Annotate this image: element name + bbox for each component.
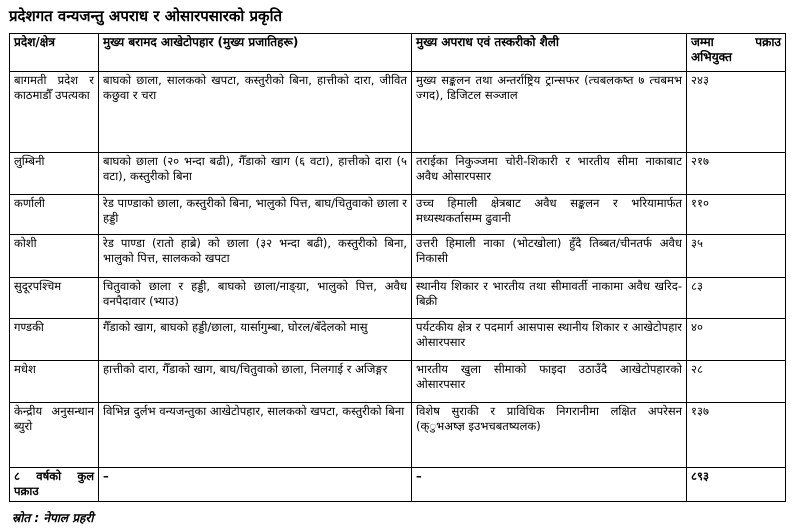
seized-cell: रेड पाण्डा (रातो हाब्रे) को छाला (३२ भन्दा बढी), कस्तुरीको बिना, भालुको पित्त, सालकको खपटा [99, 235, 412, 278]
table-row [10, 361, 786, 403]
style-cell: उत्तरी हिमाली नाका (भोटखोला) हुँदै तिब्बत/चीनतर्फ अवैध निकासी [412, 235, 687, 278]
region-cell: बागमती प्रदेश र काठमाडौँ उपत्यका [10, 72, 99, 153]
table-row [10, 278, 786, 319]
crime-table [9, 33, 786, 502]
style-cell: पर्यटकीय क्षेत्र र पदमार्ग आसपास स्थानीय शिकार र आखेटोपहार ओसारपसार [412, 319, 687, 361]
seized-cell: बाघको छाला (२० भन्दा बढी), गैँडाको खाग (६ वटा), हात्तीको दारा (५ वटा), कस्तुरीको बिना [99, 153, 412, 195]
col-header-region: प्रदेश/क्षेत्र [10, 34, 99, 72]
arrests-cell: ८३ [687, 278, 786, 319]
table-row [10, 72, 786, 153]
region-cell: मधेश [10, 361, 99, 403]
arrests-cell: ३५ [687, 235, 786, 278]
col-header-arrests: जम्मा पक्राउ अभियुक्त [687, 34, 786, 72]
seized-cell: बाघको छाला, सालकको खपटा, कस्तुरीको बिना, हात्तीको दारा, जीवित कछुवा र चरा [99, 72, 412, 153]
col-header-style: मुख्य अपराध एवं तस्करीको शैली [412, 34, 687, 72]
total-label: ८ वर्षको कुल पक्राउ [10, 468, 99, 502]
region-cell: गण्डकी [10, 319, 99, 361]
seized-cell: चितुवाको छाला र हड्डी, बाघको छाला/नाङ्ग्रा, भालुको पित्त, अवैध वनपैदावार (भ्याउ) [99, 278, 412, 319]
style-cell: उच्च हिमाली क्षेत्रबाट अवैध सङ्कलन र भरियामार्फत मध्यस्थकर्तासम्म ढुवानी [412, 195, 687, 235]
total-row [10, 468, 786, 502]
region-cell: केन्द्रीय अनुसन्धान ब्युरो [10, 403, 99, 468]
total-style: – [412, 468, 687, 502]
region-cell: कोशी [10, 235, 99, 278]
arrests-cell: १३७ [687, 403, 786, 468]
table-row [10, 403, 786, 468]
region-cell: लुम्बिनी [10, 153, 99, 195]
seized-cell: गैँडाको खाग, बाघको हड्डी/छाला, यार्सागुम्बा, घोरल/बँदेलको मासु [99, 319, 412, 361]
style-cell: तराईका निकुञ्जमा चोरी-शिकारी र भारतीय सीमा नाकाबाट अवैध ओसारपसार [412, 153, 687, 195]
arrests-cell: २१७ [687, 153, 786, 195]
style-cell: भारतीय खुला सीमाको फाइदा उठाउँदै आखेटोपहारको ओसारपसार [412, 361, 687, 403]
table-row [10, 195, 786, 235]
style-cell: मुख्य सङ्कलन तथा अन्तर्राष्ट्रिय ट्रान्सफर (त्चबलकष्त ७ त्चबमभ ज्गद), डिजिटल सञ्जाल [412, 72, 687, 153]
total-arrests: ८९३ [687, 468, 786, 502]
total-seized: – [99, 468, 412, 502]
arrests-cell: २४३ [687, 72, 786, 153]
table-row [10, 153, 786, 195]
table-title: प्रदेशगत वन्यजन्तु अपराध र ओसारपसारको प्रकृति [9, 7, 283, 25]
header-row [10, 34, 786, 72]
arrests-cell: ११० [687, 195, 786, 235]
region-cell: कर्णाली [10, 195, 99, 235]
source-note: स्रोत : नेपाल प्रहरी [12, 511, 94, 525]
col-header-seized: मुख्य बरामद आखेटोपहार (मुख्य प्रजातिहरू) [99, 34, 412, 72]
table-row [10, 235, 786, 278]
style-cell: विशेष सुराकी र प्राविधिक निगरानीमा लक्षित अपरेसन (क्ुभअष्ज्ञ इउभचबतष्यलक) [412, 403, 687, 468]
seized-cell: विभिन्न दुर्लभ वन्यजन्तुका आखेटोपहार, सालकको खपटा, कस्तुरीको बिना [99, 403, 412, 468]
seized-cell: रेड पाण्डाको छाला, कस्तुरीको बिना, भालुको पित्त, बाघ/चितुवाको छाला र हड्डी [99, 195, 412, 235]
seized-cell: हात्तीको दारा, गैँडाको खाग, बाघ/चितुवाको छाला, निलगाई र अजिङ्गर [99, 361, 412, 403]
table-row [10, 319, 786, 361]
arrests-cell: २८ [687, 361, 786, 403]
style-cell: स्थानीय शिकार र भारतीय तथा सीमावर्ती नाकामा अवैध खरिद-बिक्री [412, 278, 687, 319]
arrests-cell: ४० [687, 319, 786, 361]
region-cell: सुदूरपश्चिम [10, 278, 99, 319]
